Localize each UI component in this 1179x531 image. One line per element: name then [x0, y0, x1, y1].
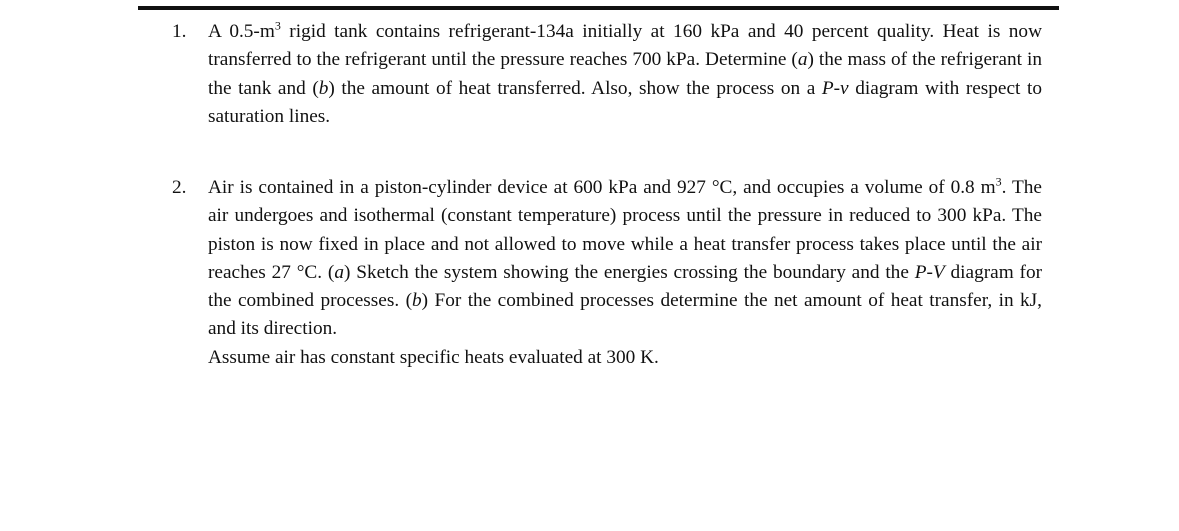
top-rule [138, 6, 1059, 10]
problem-number: 1. [172, 21, 187, 42]
problem-number: 2. [172, 177, 187, 198]
problem-text: Air is contained in a piston-cylinder device at 600 kPa and 927 °C, and occupies a volume of 0.8 $m^3$. The air undergoes and isothermal (constant temperature) process until the pressure in reduced to 300 kPa. The piston is now fixed in place and not allowed to move while a heat transfer process takes place until the air reaches 27 °C. (a) Sketch the system showing the energies crossing the boundary and the P-V diagram for the combined processes. (b) For the combined processes determine the net amount of heat transfer, in kJ, and its direction. [208, 174, 1043, 340]
problem-2 [172, 174, 1042, 372]
problem-body [208, 174, 1042, 372]
problem-text: A $0.5-m^3$ rigid tank contains refrigerant-134a initially at 160 kPa and 40 percent quality. Heat is now transferred to the refrigerant until the pressure reaches 700 kPa. Determine (a) the mass of the refrigerant in the tank and (b) the amount of heat transferred. Also, show the process on a P-v diagram with respect to saturation lines. [208, 18, 1042, 127]
problem-1 [172, 18, 1042, 131]
problem-note: Assume air has constant specific heats evaluated at 300 K. [208, 346, 659, 368]
problem-body [208, 18, 1042, 131]
